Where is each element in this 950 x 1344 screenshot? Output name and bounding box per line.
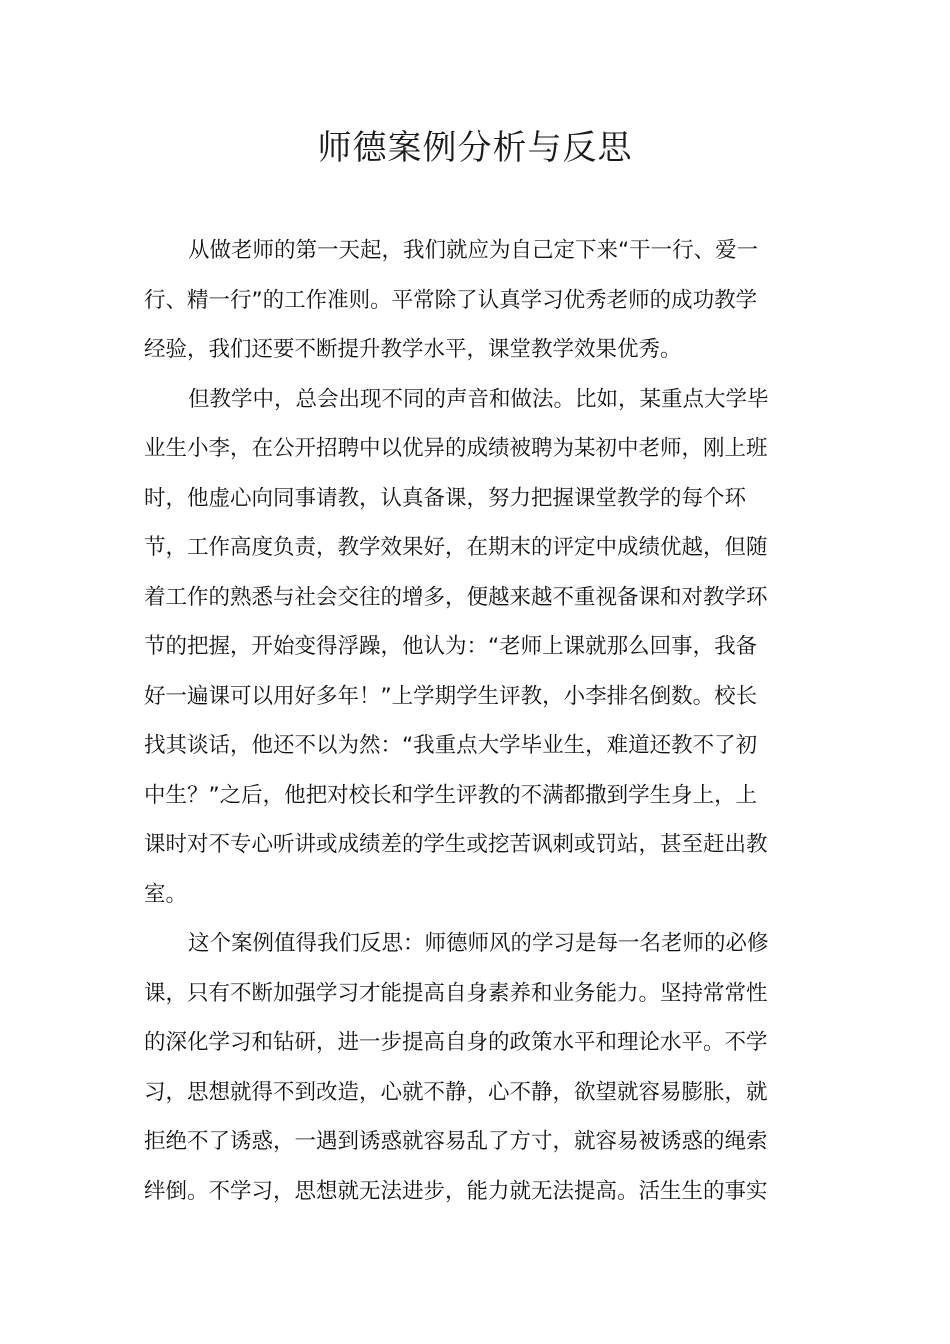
paragraph-line: 但教学中，总会出现不同的声音和做法。比如，某重点大学毕	[188, 386, 769, 412]
paragraph-3	[144, 919, 806, 1216]
paragraph-line: 从做老师的第一天起，我们就应为自己定下来“干一行、爱一	[188, 238, 759, 263]
paragraph-line: 课时对不专心听讲或成绩差的学生或挖苦讽刺或罚站，甚至赶出教	[144, 832, 768, 857]
paragraph-line: 着工作的熟悉与社会交往的增多，便越来越不重视备课和对教学环	[144, 584, 768, 610]
paragraph-line: 拒绝不了诱惑，一遇到诱惑就容易乱了方寸，就容易被诱惑的绳索	[144, 1129, 768, 1154]
paragraph-line: 找其谈话，他还不以为然：“我重点大学毕业生，难道还教不了初	[144, 733, 758, 758]
paragraph-line: 经验，我们还要不断提升教学水平，课堂教学效果优秀。	[144, 337, 682, 362]
paragraph-1	[144, 226, 806, 375]
paragraph-line: 节，工作高度负责，教学效果好，在期末的评定中成绩优越，但随	[144, 535, 768, 560]
paragraph-2	[144, 375, 806, 920]
paragraph-line: 室。	[144, 881, 188, 907]
paragraph-line: 好一遍课可以用好多年！”上学期学生评教，小李排名倒数。校长	[144, 683, 758, 709]
paragraph-line: 习，思想就得不到改造，心就不静，心不静，欲望就容易膨胀，就	[144, 1079, 768, 1105]
document-title: 师德案例分析与反思	[317, 128, 633, 168]
paragraph-line: 绊倒。不学习，思想就无法进步，能力就无法提高。活生生的事实	[144, 1178, 768, 1204]
paragraph-line: 节的把握，开始变得浮躁，他认为：“老师上课就那么回事，我备	[144, 634, 758, 659]
paragraph-line: 行、精一行”的工作准则。平常除了认真学习优秀老师的成功教学	[144, 287, 758, 313]
document-body	[144, 226, 806, 1216]
paragraph-line: 的深化学习和钻研，进一步提高自身的政策水平和理论水平。不学	[144, 1030, 768, 1055]
paragraph-line: 中生？”之后，他把对校长和学生评教的不满都撒到学生身上，上	[144, 782, 758, 808]
paragraph-line: 课，只有不断加强学习才能提高自身素养和业务能力。坚持常常性	[144, 980, 768, 1006]
paragraph-line: 业生小李，在公开招聘中以优异的成绩被聘为某初中老师，刚上班	[144, 436, 768, 461]
paragraph-line: 这个案例值得我们反思：师德师风的学习是每一名老师的必修	[188, 931, 769, 956]
paragraph-line: 时，他虚心向同事请教，认真备课，努力把握课堂教学的每个环	[144, 485, 747, 511]
